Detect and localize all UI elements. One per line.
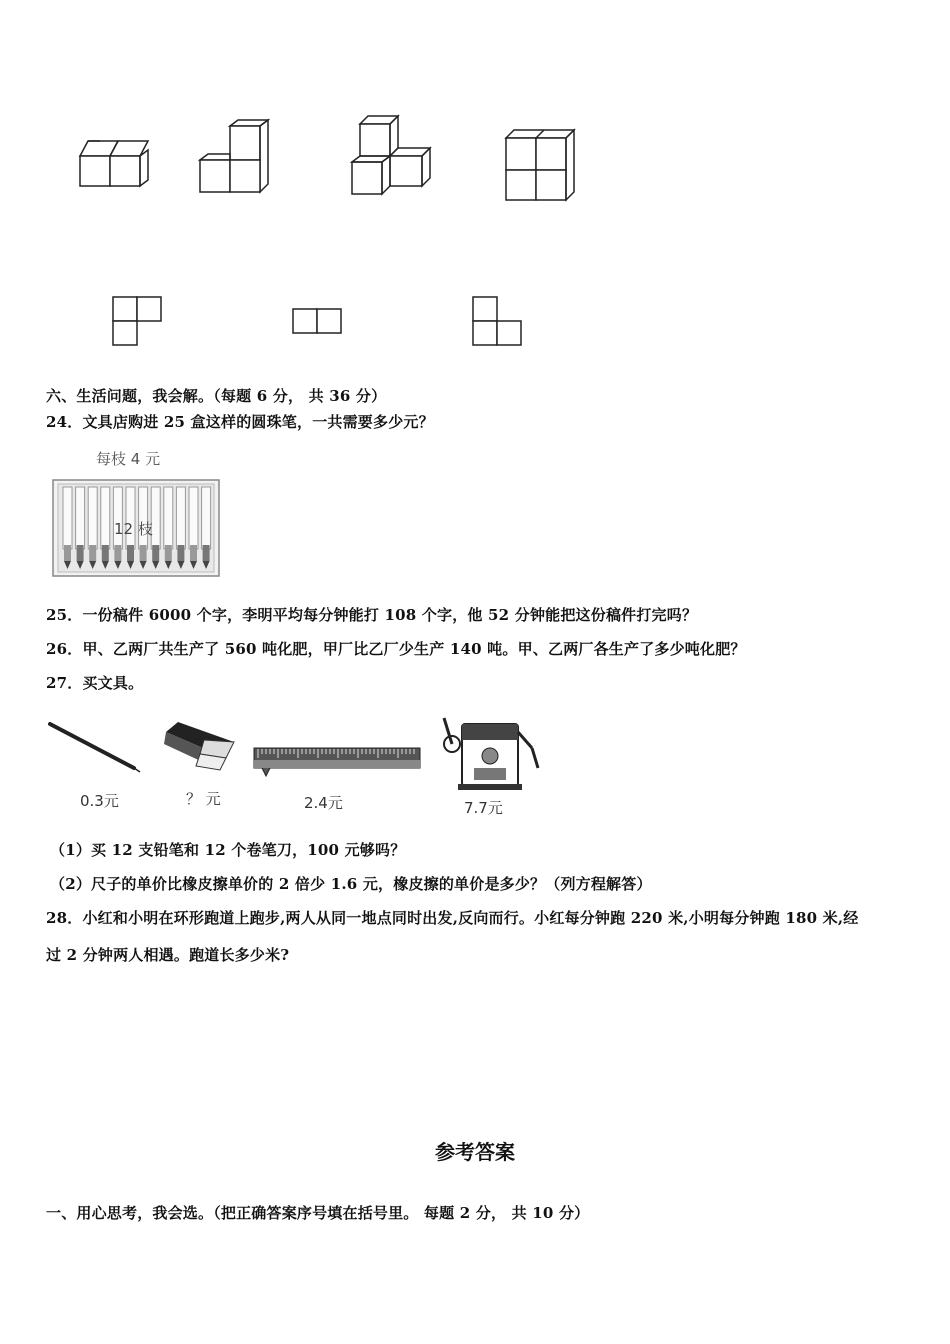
question-25: 25．一份稿件 6000 个字，李明平均每分钟能打 108 个字，他 52 分钟能把这份稿件打完吗？ (46, 606, 698, 624)
ruler-price: 2.4元 (304, 794, 343, 812)
answers-title: 参考答案 (435, 1140, 515, 1164)
pen-grip (64, 545, 71, 561)
section6-heading: 六、生活问题，我会解。（每题 6 分， 共 36 分） (46, 387, 387, 405)
pen (189, 487, 198, 549)
question-28-line-1: 28．小红和小明在环形跑道上跑步,两人从同一地点同时出发,反向而行。小红每分钟跑 220 米,小明每分钟跑 180 米,经 (46, 909, 859, 927)
pen-grip (165, 545, 172, 561)
pen-grip (89, 545, 96, 561)
pen-box-count-label: 12 枝 (114, 520, 153, 538)
pen (164, 487, 173, 549)
ruler-image (252, 742, 424, 778)
question-24: 24．文具店购进 25 盒这样的圆珠笔，一共需要多少元？ (46, 413, 434, 431)
pencil-price: 0.3元 (80, 792, 119, 810)
answers-section-1-heading: 一、用心思考，我会选。（把正确答案序号填在括号里。 每题 2 分， 共 10 分） (46, 1204, 590, 1222)
pen (101, 487, 110, 549)
sharpener-price: 7.7元 (464, 799, 503, 817)
cube-stack-3 (344, 110, 444, 200)
cube-stack-2 (192, 118, 282, 198)
pen-grip (102, 545, 109, 561)
view-c (470, 294, 526, 348)
pen-grip (77, 545, 84, 561)
pen-grip (114, 545, 121, 561)
view-b (290, 306, 346, 336)
pen (202, 487, 211, 549)
pen-grip (152, 545, 159, 561)
cube-stack-4 (498, 124, 588, 208)
question-28-line-2: 过 2 分钟两人相遇。跑道长多少米? (46, 946, 290, 964)
sharpener-image (440, 712, 544, 792)
question-27: 27．买文具。 (46, 674, 144, 692)
pen (76, 487, 85, 549)
pen-grip (140, 545, 147, 561)
pen-grip (127, 545, 134, 561)
pen-grip (177, 545, 184, 561)
pen (63, 487, 72, 549)
question-27-part-2: （2）尺子的单价比橡皮擦单价的 2 倍少 1.6 元，橡皮擦的单价是多少？（列方程解答） (50, 875, 652, 893)
pen (88, 487, 97, 549)
pen-price-label: 每枝 4 元 (96, 450, 161, 468)
pencil-image (46, 720, 146, 776)
question-26: 26．甲、乙两厂共生产了 560 吨化肥，甲厂比乙厂少生产 140 吨。甲、乙两厂各生产了多少吨化肥？ (46, 640, 746, 658)
pen (176, 487, 185, 549)
pen-grip (190, 545, 197, 561)
eraser-image (160, 718, 240, 774)
pen-grip (203, 545, 210, 561)
view-a (110, 294, 166, 348)
cube-stack-1 (70, 132, 160, 196)
question-27-part-1: （1）买 12 支铅笔和 12 个卷笔刀，100 元够吗？ (50, 841, 406, 859)
eraser-price: ？ 元 (186, 790, 221, 808)
